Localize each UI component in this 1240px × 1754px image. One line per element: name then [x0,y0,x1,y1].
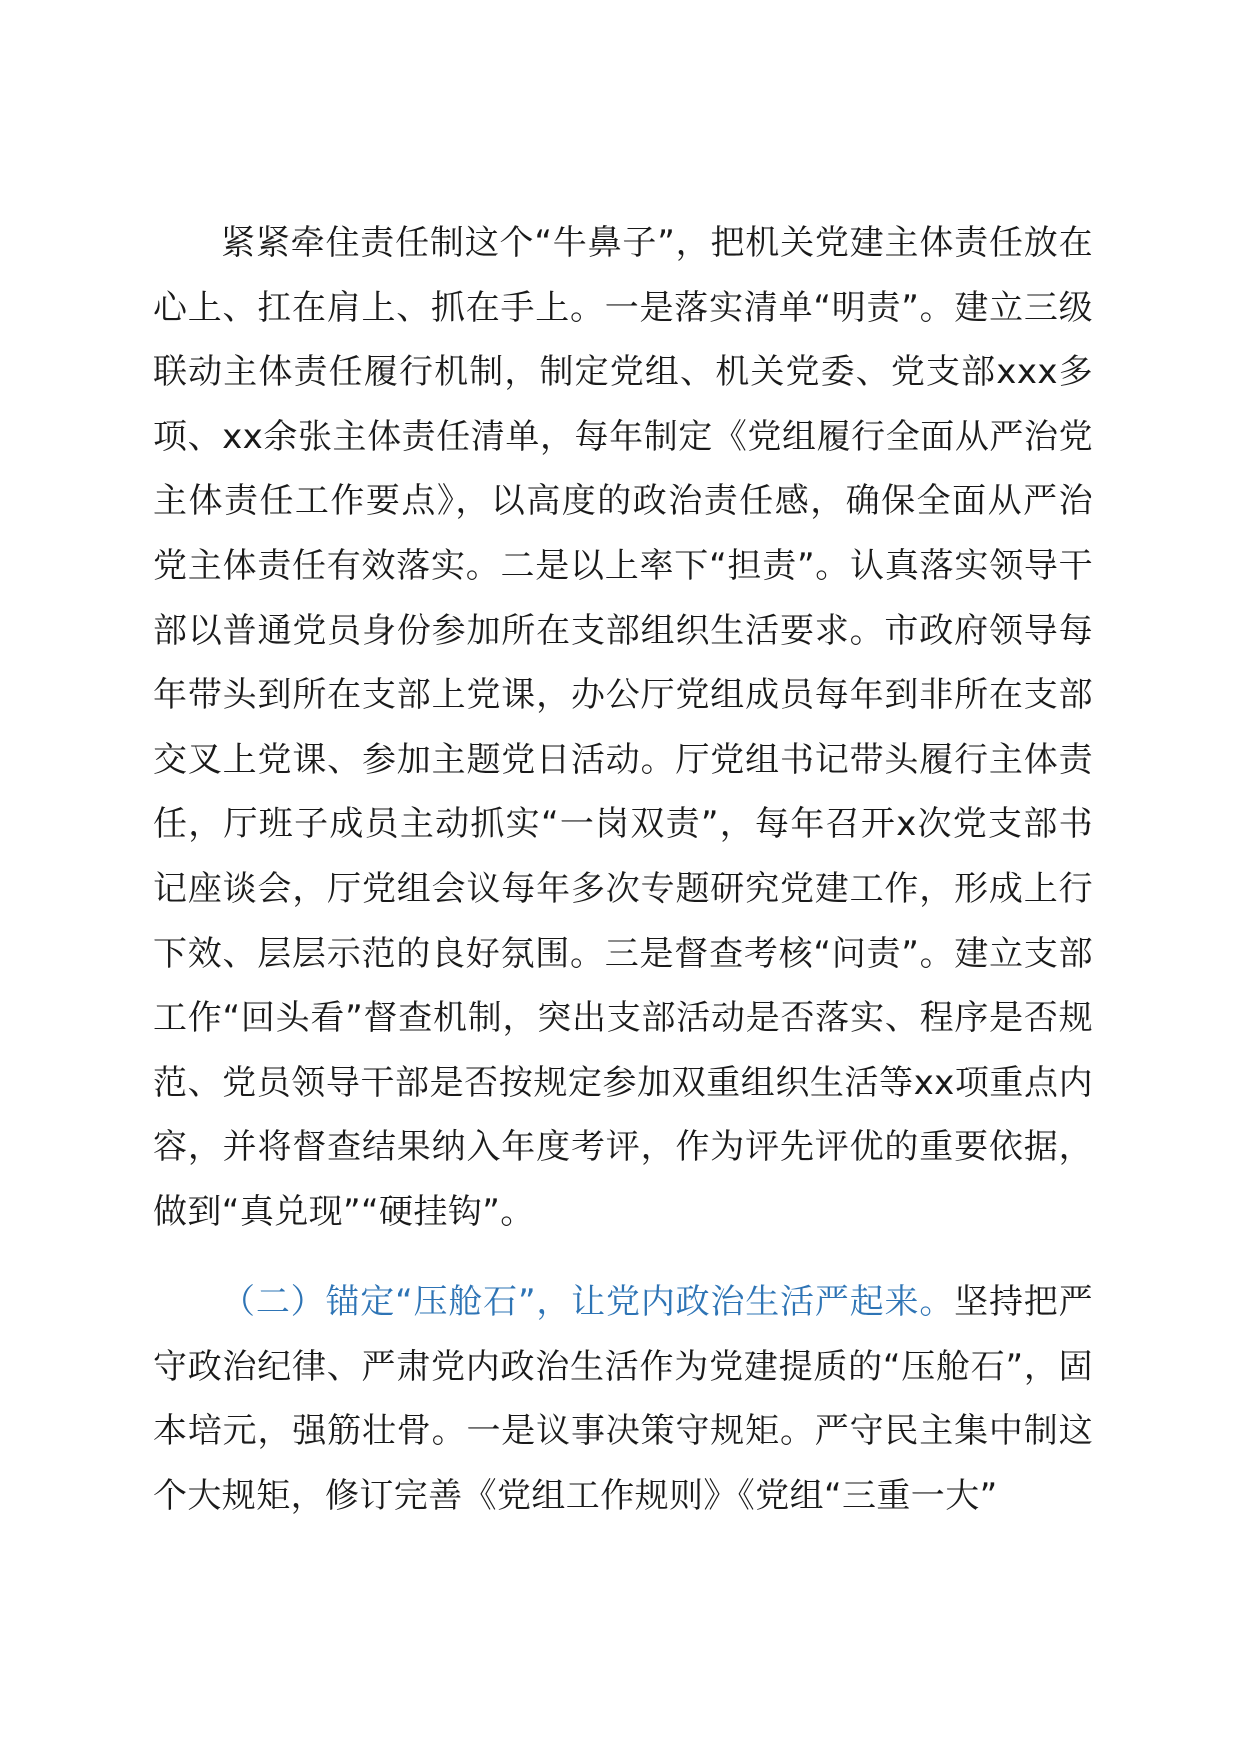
paragraph-political-life [153,1270,1093,1528]
section-heading-2: （二）锚定“压舱石”，让党内政治生活严起来。 [221,1282,955,1322]
paragraph-responsibility-system: 紧紧牵住责任制这个“牛鼻子”，把机关党建主体责任放在心上、扛在肩上、抓在手上。一是落实清单“明责”。建立三级联动主体责任履行机制，制定党组、机关党委、党支部xxx多项、xx余张主体责任清单，每年制定《党组履行全面从严治党主体责任工作要点》，以高度的政治责任感，确保全面从严治党主体责任有效落实。二是以上率下“担责”。认真落实领导干部以普通党员身份参加所在支部组织生活要求。市政府领导每年带头到所在支部上党课，办公厅党组成员每年到非所在支部交叉上党课、参加主题党日活动。厅党组书记带头履行主体责任，厅班子成员主动抓实“一岗双责”，每年召开x次党支部书记座谈会，厅党组会议每年多次专题研究党建工作，形成上行下效、层层示范的良好氛围。三是督查考核“问责”。建立支部工作“回头看”督查机制，突出支部活动是否落实、程序是否规范、党员领导干部是否按规定参加双重组织生活等xx项重点内容，并将督查结果纳入年度考评，作为评先评优的重要依据，做到“真兑现”“硬挂钩”。 [153,223,1093,1232]
section-body-2: 坚持把严守政治纪律、严肃党内政治生活作为党建提质的“压舱石”，固本培元，强筋壮骨。一是议事决策守规矩。严守民主集中制这个大规矩，修订完善《党组工作规则》《党组“三重一大” [153,1282,1093,1516]
